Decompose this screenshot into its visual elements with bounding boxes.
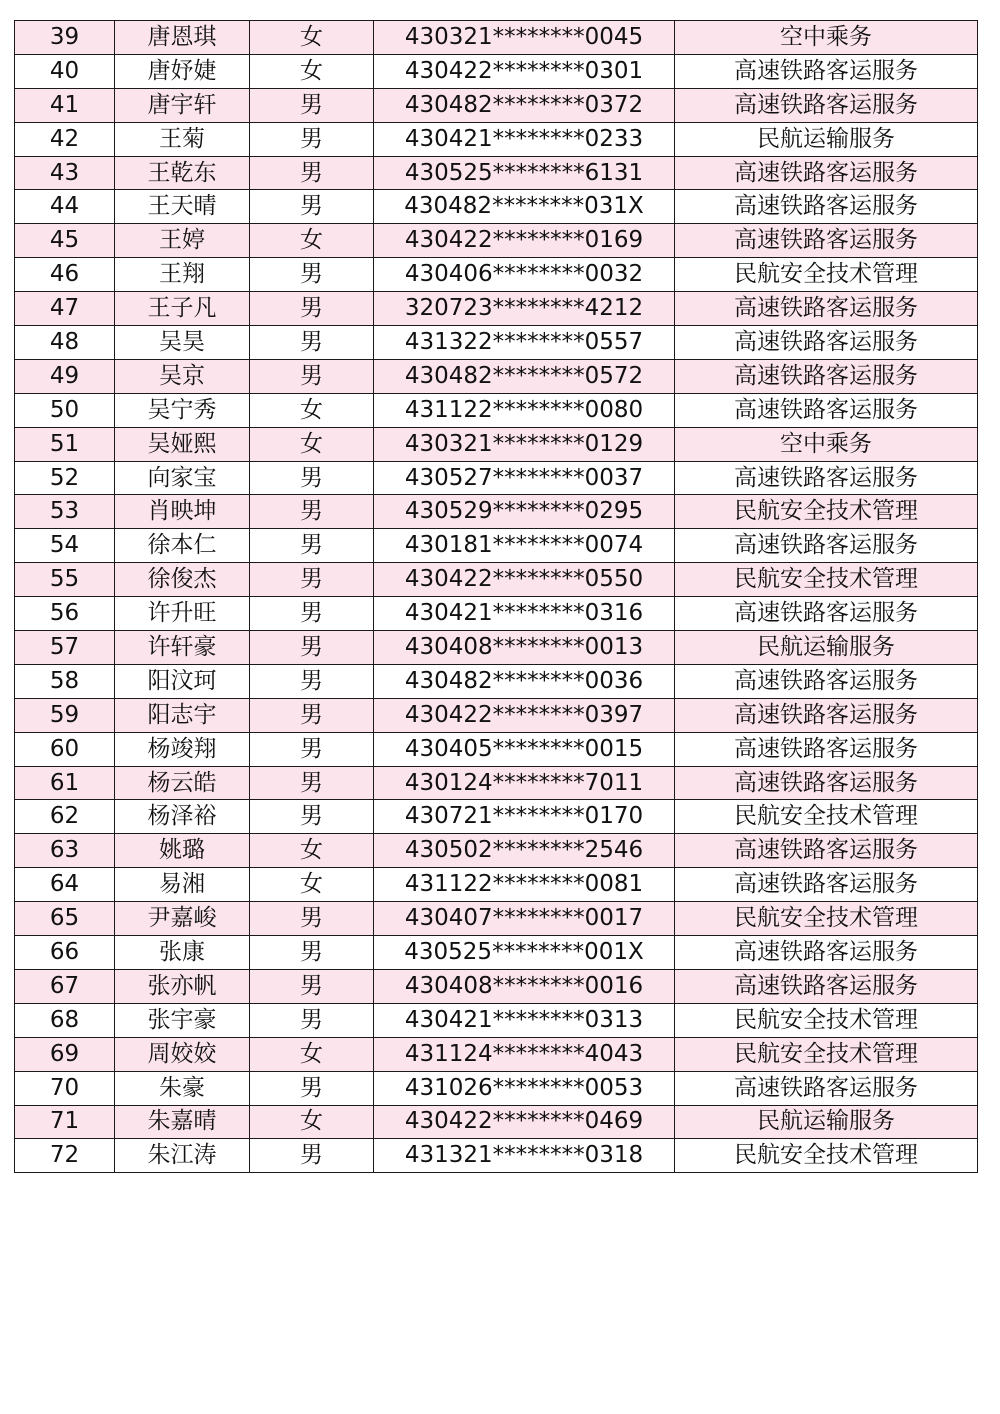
table-row: [15, 1139, 978, 1173]
cell-number: 57: [15, 631, 115, 665]
cell-name: 王子凡: [115, 292, 250, 326]
cell-id-number: 430181********0074: [374, 529, 675, 563]
table-row: [15, 766, 978, 800]
cell-major: 民航安全技术管理: [675, 1003, 978, 1037]
table-row: [15, 21, 978, 55]
cell-number: 71: [15, 1105, 115, 1139]
cell-gender: 男: [250, 156, 374, 190]
table-row: [15, 597, 978, 631]
cell-id-number: 430721********0170: [374, 800, 675, 834]
table-row: [15, 258, 978, 292]
cell-major: 高速铁路客运服务: [675, 292, 978, 326]
cell-gender: 男: [250, 597, 374, 631]
cell-name: 朱嘉晴: [115, 1105, 250, 1139]
cell-number: 70: [15, 1071, 115, 1105]
cell-id-number: 430502********2546: [374, 834, 675, 868]
cell-major: 民航安全技术管理: [675, 258, 978, 292]
cell-major: 高速铁路客运服务: [675, 88, 978, 122]
cell-number: 56: [15, 597, 115, 631]
cell-name: 吴京: [115, 359, 250, 393]
cell-gender: 男: [250, 258, 374, 292]
cell-gender: 女: [250, 427, 374, 461]
cell-gender: 男: [250, 190, 374, 224]
table-row: [15, 732, 978, 766]
table-row: [15, 156, 978, 190]
cell-major: 空中乘务: [675, 427, 978, 461]
cell-name: 杨竣翔: [115, 732, 250, 766]
cell-major: 高速铁路客运服务: [675, 529, 978, 563]
table-row: [15, 902, 978, 936]
cell-gender: 男: [250, 495, 374, 529]
cell-major: 民航运输服务: [675, 122, 978, 156]
cell-major: 高速铁路客运服务: [675, 461, 978, 495]
cell-name: 许升旺: [115, 597, 250, 631]
cell-id-number: 430124********7011: [374, 766, 675, 800]
cell-gender: 男: [250, 292, 374, 326]
table-row: [15, 326, 978, 360]
cell-number: 62: [15, 800, 115, 834]
cell-major: 高速铁路客运服务: [675, 359, 978, 393]
cell-name: 向家宝: [115, 461, 250, 495]
cell-gender: 男: [250, 1139, 374, 1173]
cell-gender: 男: [250, 631, 374, 665]
cell-name: 姚璐: [115, 834, 250, 868]
cell-id-number: 430482********0036: [374, 664, 675, 698]
cell-id-number: 430527********0037: [374, 461, 675, 495]
table-row: [15, 54, 978, 88]
cell-id-number: 430422********0397: [374, 698, 675, 732]
cell-number: 51: [15, 427, 115, 461]
cell-id-number: 431124********4043: [374, 1037, 675, 1071]
cell-major: 高速铁路客运服务: [675, 190, 978, 224]
cell-number: 60: [15, 732, 115, 766]
cell-name: 王婷: [115, 224, 250, 258]
cell-id-number: 430405********0015: [374, 732, 675, 766]
cell-number: 39: [15, 21, 115, 55]
cell-gender: 男: [250, 461, 374, 495]
cell-gender: 女: [250, 54, 374, 88]
cell-id-number: 430422********0550: [374, 563, 675, 597]
cell-major: 高速铁路客运服务: [675, 156, 978, 190]
cell-id-number: 430529********0295: [374, 495, 675, 529]
cell-name: 唐宇轩: [115, 88, 250, 122]
cell-number: 65: [15, 902, 115, 936]
table-row: [15, 529, 978, 563]
cell-gender: 女: [250, 868, 374, 902]
cell-name: 张亦帆: [115, 969, 250, 1003]
cell-id-number: 430407********0017: [374, 902, 675, 936]
cell-id-number: 430421********0316: [374, 597, 675, 631]
table-row: [15, 631, 978, 665]
cell-number: 67: [15, 969, 115, 1003]
cell-id-number: 430408********0016: [374, 969, 675, 1003]
cell-major: 高速铁路客运服务: [675, 732, 978, 766]
cell-name: 张宇豪: [115, 1003, 250, 1037]
table-row: [15, 1003, 978, 1037]
cell-number: 41: [15, 88, 115, 122]
cell-name: 唐恩琪: [115, 21, 250, 55]
cell-gender: 男: [250, 698, 374, 732]
cell-number: 66: [15, 936, 115, 970]
cell-name: 周姣姣: [115, 1037, 250, 1071]
roster-sheet: [14, 20, 977, 1173]
cell-major: 高速铁路客运服务: [675, 1071, 978, 1105]
cell-gender: 男: [250, 529, 374, 563]
cell-major: 民航安全技术管理: [675, 495, 978, 529]
cell-name: 吴宁秀: [115, 393, 250, 427]
cell-number: 58: [15, 664, 115, 698]
cell-id-number: 430406********0032: [374, 258, 675, 292]
roster-table: [14, 20, 978, 1173]
cell-number: 49: [15, 359, 115, 393]
cell-major: 高速铁路客运服务: [675, 868, 978, 902]
cell-major: 高速铁路客运服务: [675, 326, 978, 360]
cell-major: 空中乘务: [675, 21, 978, 55]
cell-id-number: 430321********0045: [374, 21, 675, 55]
cell-number: 52: [15, 461, 115, 495]
cell-gender: 男: [250, 902, 374, 936]
cell-number: 72: [15, 1139, 115, 1173]
cell-gender: 男: [250, 1003, 374, 1037]
cell-major: 民航安全技术管理: [675, 902, 978, 936]
cell-id-number: 431322********0557: [374, 326, 675, 360]
cell-major: 高速铁路客运服务: [675, 664, 978, 698]
cell-gender: 男: [250, 563, 374, 597]
cell-number: 40: [15, 54, 115, 88]
table-row: [15, 1037, 978, 1071]
cell-id-number: 430421********0313: [374, 1003, 675, 1037]
cell-gender: 女: [250, 393, 374, 427]
cell-number: 44: [15, 190, 115, 224]
cell-name: 吴昊: [115, 326, 250, 360]
cell-name: 朱豪: [115, 1071, 250, 1105]
cell-name: 朱江涛: [115, 1139, 250, 1173]
table-row: [15, 495, 978, 529]
cell-gender: 男: [250, 766, 374, 800]
cell-gender: 男: [250, 664, 374, 698]
cell-gender: 男: [250, 1071, 374, 1105]
cell-gender: 女: [250, 21, 374, 55]
table-row: [15, 969, 978, 1003]
cell-number: 46: [15, 258, 115, 292]
cell-name: 唐妤婕: [115, 54, 250, 88]
table-row: [15, 359, 978, 393]
cell-id-number: 431122********0080: [374, 393, 675, 427]
table-row: [15, 563, 978, 597]
cell-name: 王菊: [115, 122, 250, 156]
cell-major: 高速铁路客运服务: [675, 766, 978, 800]
table-row: [15, 122, 978, 156]
cell-name: 易湘: [115, 868, 250, 902]
cell-major: 高速铁路客运服务: [675, 393, 978, 427]
cell-number: 47: [15, 292, 115, 326]
table-row: [15, 664, 978, 698]
cell-id-number: 430422********0469: [374, 1105, 675, 1139]
cell-id-number: 430525********6131: [374, 156, 675, 190]
cell-gender: 男: [250, 732, 374, 766]
cell-name: 王翔: [115, 258, 250, 292]
cell-gender: 女: [250, 1105, 374, 1139]
cell-id-number: 431321********0318: [374, 1139, 675, 1173]
cell-gender: 男: [250, 936, 374, 970]
table-row: [15, 868, 978, 902]
table-row: [15, 292, 978, 326]
cell-number: 48: [15, 326, 115, 360]
cell-major: 高速铁路客运服务: [675, 54, 978, 88]
cell-gender: 女: [250, 224, 374, 258]
cell-gender: 男: [250, 800, 374, 834]
cell-id-number: 430482********0372: [374, 88, 675, 122]
cell-major: 高速铁路客运服务: [675, 698, 978, 732]
cell-number: 54: [15, 529, 115, 563]
roster-table-body: [15, 21, 978, 1173]
cell-number: 50: [15, 393, 115, 427]
cell-number: 59: [15, 698, 115, 732]
cell-number: 68: [15, 1003, 115, 1037]
cell-name: 王天晴: [115, 190, 250, 224]
table-row: [15, 1071, 978, 1105]
cell-number: 64: [15, 868, 115, 902]
cell-name: 王乾东: [115, 156, 250, 190]
cell-major: 民航安全技术管理: [675, 1139, 978, 1173]
cell-major: 高速铁路客运服务: [675, 834, 978, 868]
cell-major: 民航安全技术管理: [675, 563, 978, 597]
cell-major: 高速铁路客运服务: [675, 224, 978, 258]
table-row: [15, 88, 978, 122]
cell-name: 阳志宇: [115, 698, 250, 732]
table-row: [15, 834, 978, 868]
cell-major: 民航运输服务: [675, 1105, 978, 1139]
cell-id-number: 430421********0233: [374, 122, 675, 156]
table-row: [15, 936, 978, 970]
cell-major: 民航运输服务: [675, 631, 978, 665]
cell-id-number: 430321********0129: [374, 427, 675, 461]
cell-number: 55: [15, 563, 115, 597]
cell-name: 徐本仁: [115, 529, 250, 563]
cell-gender: 男: [250, 326, 374, 360]
cell-major: 高速铁路客运服务: [675, 597, 978, 631]
cell-number: 43: [15, 156, 115, 190]
cell-number: 69: [15, 1037, 115, 1071]
table-row: [15, 190, 978, 224]
cell-gender: 男: [250, 122, 374, 156]
cell-id-number: 430482********0572: [374, 359, 675, 393]
table-row: [15, 461, 978, 495]
cell-name: 阳汶珂: [115, 664, 250, 698]
cell-major: 高速铁路客运服务: [675, 936, 978, 970]
cell-number: 45: [15, 224, 115, 258]
table-row: [15, 427, 978, 461]
cell-gender: 男: [250, 359, 374, 393]
cell-major: 民航安全技术管理: [675, 1037, 978, 1071]
table-row: [15, 1105, 978, 1139]
cell-name: 尹嘉峻: [115, 902, 250, 936]
cell-number: 61: [15, 766, 115, 800]
cell-name: 徐俊杰: [115, 563, 250, 597]
cell-id-number: 430422********0301: [374, 54, 675, 88]
cell-number: 53: [15, 495, 115, 529]
cell-id-number: 430482********031X: [374, 190, 675, 224]
cell-gender: 女: [250, 1037, 374, 1071]
cell-id-number: 320723********4212: [374, 292, 675, 326]
cell-gender: 男: [250, 88, 374, 122]
cell-name: 杨云皓: [115, 766, 250, 800]
table-row: [15, 393, 978, 427]
cell-id-number: 431026********0053: [374, 1071, 675, 1105]
cell-major: 民航安全技术管理: [675, 800, 978, 834]
cell-number: 42: [15, 122, 115, 156]
cell-name: 张康: [115, 936, 250, 970]
cell-name: 许轩豪: [115, 631, 250, 665]
cell-id-number: 430408********0013: [374, 631, 675, 665]
cell-major: 高速铁路客运服务: [675, 969, 978, 1003]
table-row: [15, 698, 978, 732]
cell-name: 吴娅熙: [115, 427, 250, 461]
cell-id-number: 431122********0081: [374, 868, 675, 902]
table-row: [15, 800, 978, 834]
cell-gender: 男: [250, 969, 374, 1003]
cell-id-number: 430422********0169: [374, 224, 675, 258]
cell-gender: 女: [250, 834, 374, 868]
cell-name: 肖映坤: [115, 495, 250, 529]
cell-name: 杨泽裕: [115, 800, 250, 834]
cell-number: 63: [15, 834, 115, 868]
table-row: [15, 224, 978, 258]
cell-id-number: 430525********001X: [374, 936, 675, 970]
